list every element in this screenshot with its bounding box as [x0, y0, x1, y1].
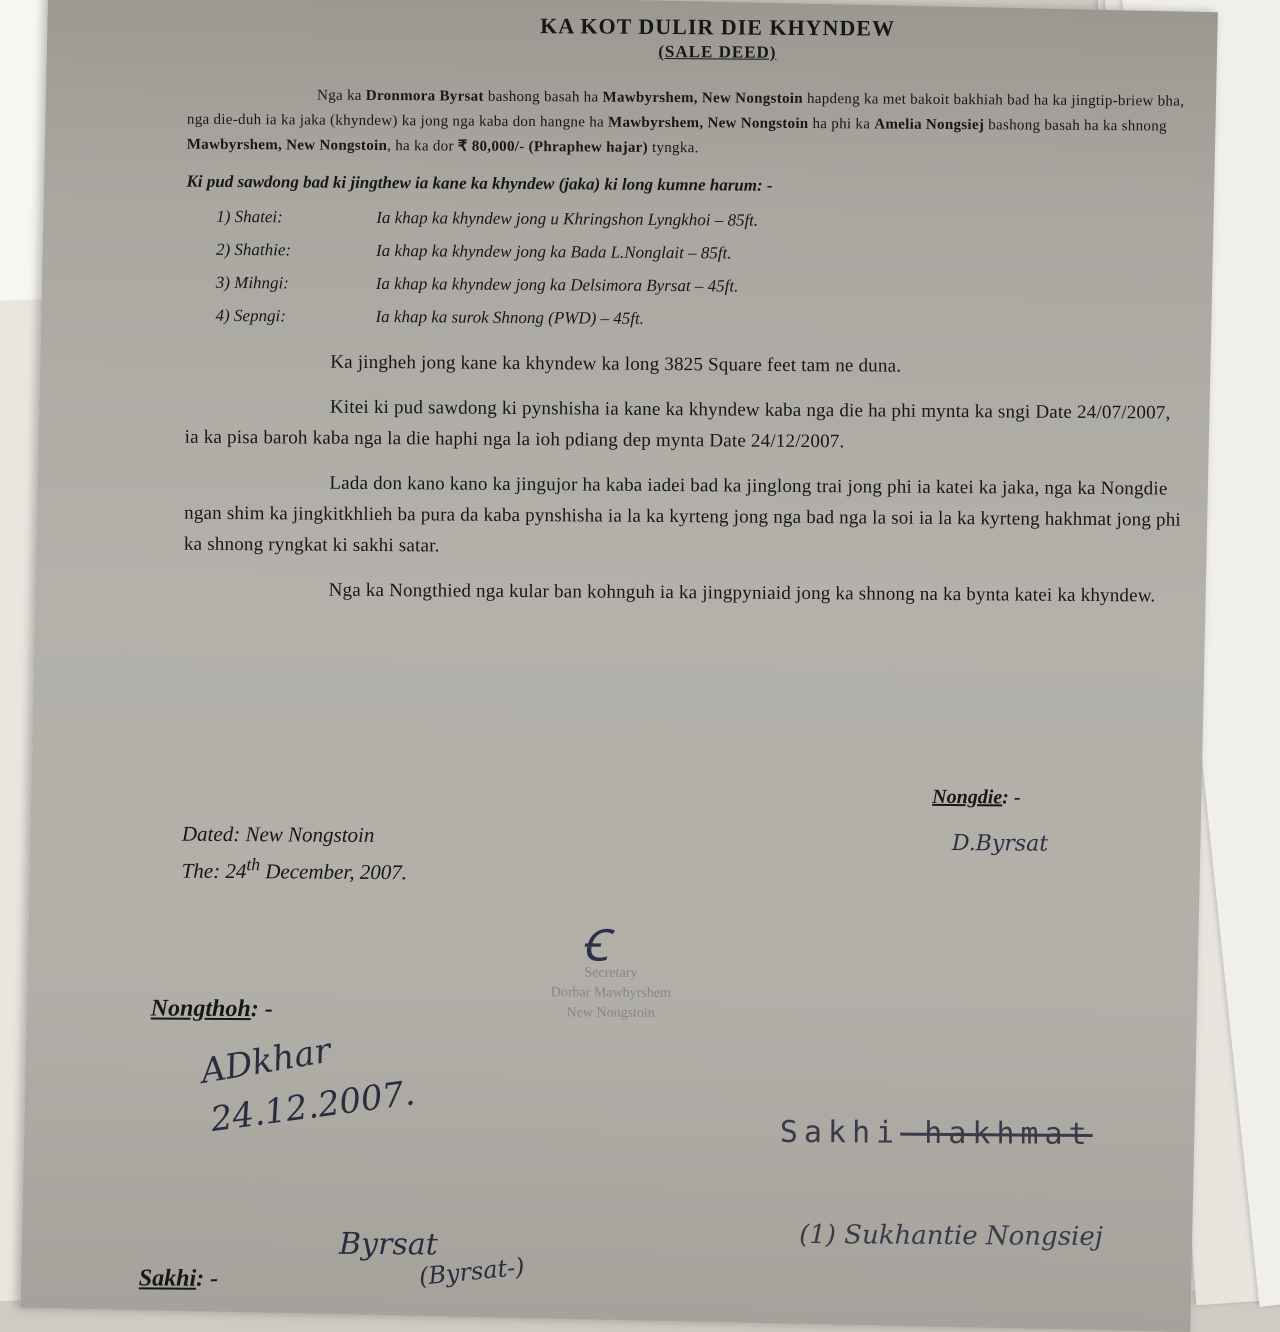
witness-signature: (Byrsat-) [417, 1252, 526, 1291]
witness-heading-text: Sakhi [779, 1114, 901, 1151]
boundary-label: 2) Shathie: [215, 239, 292, 260]
area-text: Ka jingheh jong kane ka khyndew ka long 3825 Square feet tam ne duna. [330, 351, 902, 377]
intro-text: ha phi ka [808, 116, 875, 133]
boundaries-list [215, 200, 1186, 339]
possession-text: Kitei ki pud sawdong ki pynshisha ia kane ka khyndew kaba nga die ha phi mynta ka sngi Date 24/07/2007, ia ka pisa baroh kaba nga la die haphi nga la ioh pdiang dep mynta Date 24/12/2007. [184, 396, 1171, 453]
seller-label [932, 786, 1020, 810]
dispute-paragraph [184, 467, 1185, 567]
writer-label [151, 995, 273, 1023]
witness-label-suffix: : - [196, 1265, 219, 1292]
boundaries-heading: Ki pud sawdong bad ki jingthew ia kane ka khyndew (jaka) ki long kumne harum: - [186, 171, 773, 195]
stamp-line: New Nongstoin [566, 1005, 655, 1021]
document-subtitle: (SALE DEED) [658, 41, 777, 62]
intro-text: tyngka. [647, 139, 699, 157]
buyer-name: Amelia Nongsiej [874, 116, 985, 134]
boundary-text: Ia khap ka khyndew jong ka Delsimora Byrsat – 45ft. [375, 273, 739, 296]
boundary-label: 3) Mihngi: [215, 272, 290, 293]
seller-label-suffix: : - [1002, 786, 1021, 809]
witness-heading-handwritten [780, 1115, 1093, 1152]
buyer-text: Nga ka Nongthied nga kular ban kohnguh ia ka jingpyniaid jong ka shnong na ka bynta katei ka khyndew. [328, 579, 1156, 607]
dated-month-year: December, 2007. [259, 859, 408, 885]
stamp-line: Secretary [584, 965, 638, 981]
writer-signature: ADkhar [197, 1030, 334, 1092]
sale-price: ₹ 80,000/- (Phraphew hajar) [457, 138, 649, 156]
area-paragraph [185, 346, 1185, 384]
intro-text: bashong basah ha [483, 88, 603, 106]
witness-signature: (1) Sukhantie Nongsiej [799, 1219, 1103, 1253]
seller-label-text: Nongdie [932, 785, 1003, 809]
place-name: Mawbyrshem, New Nongstoin [608, 114, 809, 133]
witness-heading-struck: hakhmat [900, 1115, 1093, 1153]
writer-label-text: Nongthoh [150, 995, 251, 1023]
sale-deed-content [138, 11, 1188, 1292]
intro-paragraph [187, 83, 1187, 165]
seller-signature: D.Byrsat [951, 831, 1049, 857]
possession-paragraph [185, 391, 1185, 460]
boundary-text: Ia khap ka khyndew jong u Khringshon Lyngkhoi – 85ft. [376, 207, 759, 230]
intro-text: hapdeng ka met bakoit bakhiah bad ha ka jingtip-briew bha, nga die-duh ia ka jaka (khyndew) ka jong nga kaba don hangne ha [186, 90, 1185, 131]
boundary-label: 4) Sepngi: [215, 305, 286, 326]
boundary-row [215, 299, 1185, 339]
witness-signature: Byrsat [338, 1226, 438, 1263]
buyer-paragraph [184, 574, 1184, 612]
boundary-label: 1) Shatei: [216, 206, 283, 227]
writer-signature-date: 24.12.2007. [208, 1073, 418, 1140]
boundary-text: Ia khap ka khyndew jong ka Bada L.Nonglait – 85ft. [375, 240, 732, 263]
document-title: KA KOT DULIR DIE KHYNDEW [540, 13, 896, 41]
place-name: Mawbyrshem, New Nongstoin [602, 89, 803, 107]
dated-day: The: 24 [181, 858, 247, 884]
dated-date [182, 849, 408, 888]
intro-text: bashong basah ha ka shnong [984, 117, 1167, 135]
dorbar-stamp [501, 963, 721, 1025]
dispute-text: Lada don kano kano ka jingujor ha kaba iadei bad ka jinglong trai jong phi ia katei ka jaka, nga ka Nongdie ngan shim ka jingkitkhlieh ba pura da kaba pynshisha ia la ka kyrteng jong nga bad nga la soi ia la ka kyrteng hakhmat jong phi ka shnong ryngkat ki sakhi satar. [183, 472, 1182, 557]
dated-ordinal: th [246, 854, 261, 875]
secretary-signature: Ꞓ [580, 920, 609, 972]
witness-label [139, 1265, 219, 1293]
stamp-line: Dorbar Mawbyrshem [550, 985, 671, 1002]
dated-place: Dated: New Nongstoin [181, 821, 375, 847]
sale-deed-sheet [20, 0, 1217, 1332]
place-name: Mawbyrshem, New Nongstoin [186, 136, 388, 155]
intro-text: Nga ka [317, 87, 366, 104]
boundary-text: Ia khap ka surok Shnong (PWD) – 45ft. [375, 306, 645, 328]
intro-text: , ha ka dor [387, 138, 458, 155]
seller-name: Dronmora Byrsat [365, 87, 484, 105]
dated-block [182, 819, 408, 888]
witness-label-text: Sakhi [138, 1265, 197, 1292]
writer-label-suffix: : - [250, 996, 273, 1023]
